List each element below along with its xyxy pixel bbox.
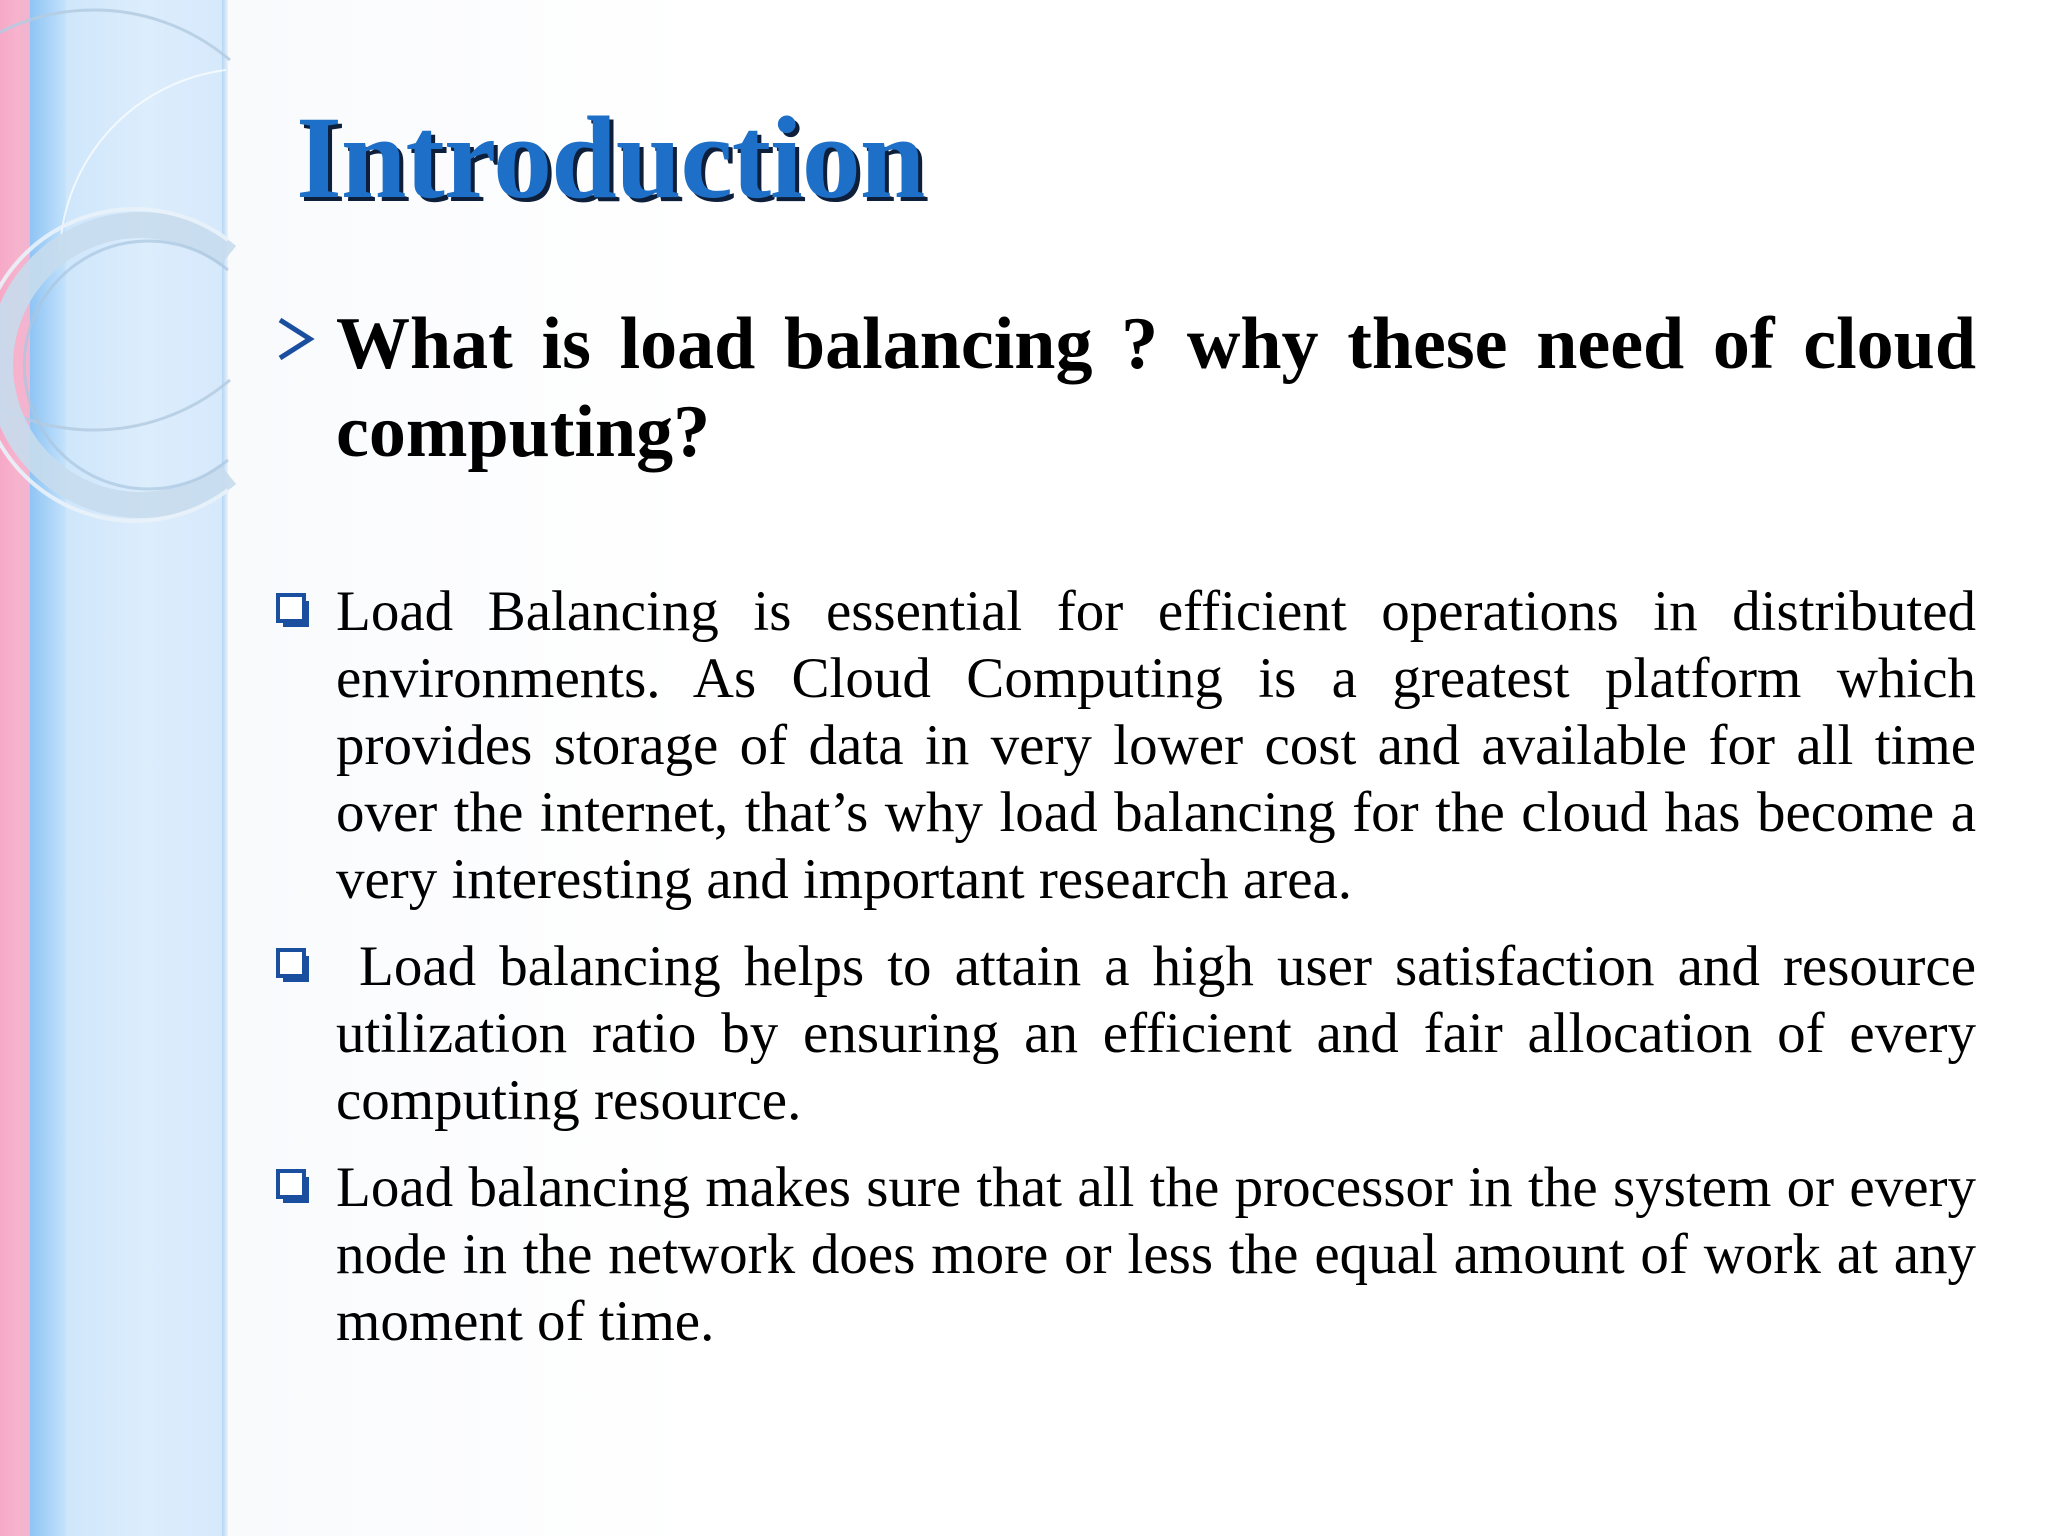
checkbox-bullet-icon [276, 947, 310, 985]
bullet-list [276, 578, 1976, 1375]
checkbox-bullet-icon [276, 592, 310, 630]
bullet-text: Load Balancing is essential for efficient operations in distributed environments. As Cloud Computing is a greatest platform which provides storage of data in very lower cost and available for all time over the internet, that’s why load balancing for the cloud has become a very interesting and important research area. [336, 580, 1976, 911]
bullet-text: Load balancing makes sure that all the processor in the system or every node in the network does more or less the equal amount of work at any moment of time. [336, 1156, 1976, 1353]
question-text: What is load balancing ? why these need of cloud computing? [336, 303, 1976, 473]
slide-title: Introduction [296, 92, 925, 223]
list-item [276, 578, 1976, 913]
list-item [276, 933, 1976, 1134]
bullet-text: Load balancing helps to attain a high user satisfaction and resource utilization ratio by ensuring an efficient and fair allocation of every computing resource. [336, 935, 1976, 1132]
question-block [276, 300, 1976, 476]
checkbox-bullet-icon [276, 1168, 310, 1206]
arrow-bullet-icon [276, 314, 316, 364]
list-item [276, 1154, 1976, 1355]
